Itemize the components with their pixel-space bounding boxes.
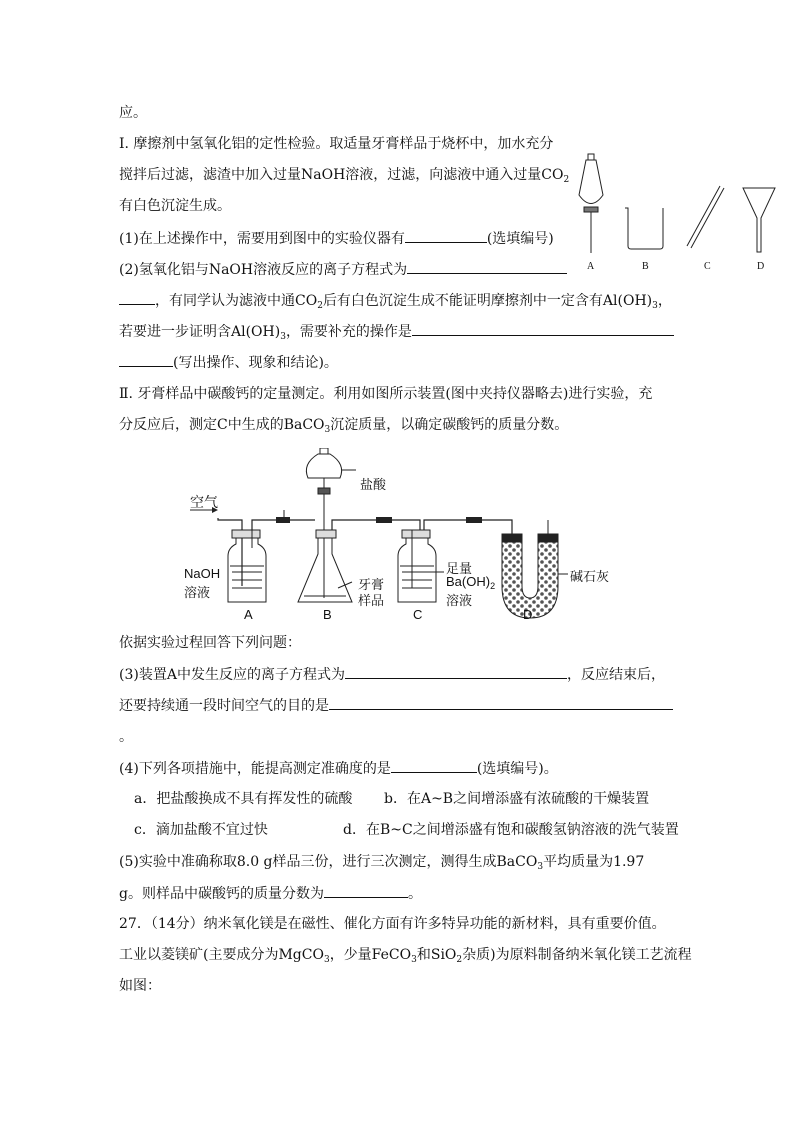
bottle-a-icon <box>228 530 266 602</box>
instrument-label-c: C <box>704 261 711 272</box>
text-line-14: 还要持续通一段时间空气的目的是 <box>119 695 673 716</box>
text-line-12: 依据实验过程回答下列问题： <box>119 635 301 651</box>
air-label: 空气 <box>190 494 218 510</box>
question-27-heading: 27．（14分）纳米氧化镁是在磁性、催化方面有许多特异功能的新材料，具有重要价值。 <box>119 916 666 932</box>
apparatus-label-d: D <box>523 607 533 622</box>
answer-blank-6[interactable] <box>391 758 477 773</box>
apparatus-label-b: B <box>323 607 332 622</box>
instrument-drawings <box>570 150 780 280</box>
naoh-solution-label: 溶液 <box>184 585 211 600</box>
baoh-solution-label: 溶液 <box>446 593 473 608</box>
naoh-label: NaOH <box>184 566 221 581</box>
acid-label: 盐酸 <box>360 477 387 492</box>
apparatus-label-a: A <box>244 607 253 622</box>
apparatus-label-c: C <box>413 607 423 622</box>
instrument-label-d: D <box>757 261 765 272</box>
answer-blank-1[interactable] <box>405 228 487 243</box>
text-line-9: (写出操作、现象和结论)。 <box>119 352 338 373</box>
clamp-icon <box>276 517 290 523</box>
beaker-icon <box>625 208 663 249</box>
u-tube-d-icon <box>502 520 558 618</box>
experiment-apparatus <box>180 448 620 624</box>
sample-label-1: 牙膏 <box>358 577 385 592</box>
text-line-22: 工业以菱镁矿(主要成分为MgCO$_3$，少量FeCO$_3$和SiO$_2$杂质)为原料制备纳米氧化镁工艺流程 <box>119 947 692 965</box>
answer-blank-2b[interactable] <box>119 290 155 305</box>
dropping-funnel-icon <box>306 448 341 530</box>
soda-lime-label: 碱石灰 <box>570 569 610 584</box>
question-1: (1)在上述操作中，需要用到图中的实验仪器有 (选填编号) <box>119 228 554 249</box>
text-line-11: 分反应后，测定C中生成的BaCO$_3$沉淀质量，以确定碳酸钙的质量分数。 <box>119 417 569 435</box>
text-line-1: 应。 <box>119 105 147 121</box>
option-c: c．滴加盐酸不宜过快 <box>134 822 268 838</box>
separatory-funnel-icon <box>579 154 603 253</box>
text-line-23: 如图： <box>119 978 161 994</box>
section-2-heading: Ⅱ. 牙膏样品中碳酸钙的定量测定。利用如图所示装置(图中夹持仪器略去)进行实验，充 <box>119 386 653 402</box>
text-line-15: 。 <box>119 729 133 745</box>
instrument-label-a: A <box>587 261 595 272</box>
question-3: (3)装置A中发生反应的离子方程式为 ，反应结束后， <box>119 664 665 685</box>
text-line-7: ，有同学认为滤液中通$CO_2$后有白色沉淀生成不能证明摩擦剂中一定含有$Al(OH)_3$， <box>119 290 672 316</box>
glass-rod-icon <box>687 186 724 248</box>
answer-blank-3[interactable] <box>412 321 674 336</box>
question-2: (2)氢氧化铝与NaOH溶液反应的离子方程式为 <box>119 259 567 280</box>
question-4: (4)下列各项措施中，能提高测定准确度的是 (选填编号)。 <box>119 758 558 779</box>
text-line-4: 有白色沉淀生成。 <box>119 198 231 214</box>
answer-blank-4[interactable] <box>345 664 567 679</box>
apparatus-drawing <box>180 448 620 624</box>
conical-flask-b-icon <box>298 530 352 602</box>
option-d: d．在B~C之间增添盛有饱和碳酸氢钠溶液的洗气装置 <box>343 822 679 838</box>
option-b: b．在A~B之间增添盛有浓硫酸的干燥装置 <box>384 791 650 807</box>
funnel-icon <box>743 188 775 252</box>
sample-label-2: 样品 <box>358 593 385 608</box>
text-line-8: 若要进一步证明含$Al(OH)_3$，需要补充的操作是 <box>119 321 674 347</box>
section-1-heading: Ⅰ. 摩擦剂中氢氧化铝的定性检验。取适量牙膏样品于烧杯中，加水充分 <box>119 136 554 152</box>
answer-blank-7[interactable] <box>324 883 408 898</box>
answer-blank-5[interactable] <box>329 695 673 710</box>
option-a: a．把盐酸换成不具有挥发性的硫酸 <box>134 791 353 807</box>
answer-blank-2[interactable] <box>407 259 567 274</box>
text-line-20: g。则样品中碳酸钙的质量分数为 。 <box>119 883 422 904</box>
instrument-label-b: B <box>642 261 649 272</box>
text-line-3: 搅拌后过滤，滤渣中加入过量NaOH溶液，过滤，向滤液中通入过量$CO_2$ <box>119 167 570 185</box>
excess-label: 足量 <box>446 561 473 576</box>
instrument-figure <box>570 150 780 280</box>
question-5: (5)实验中准确称取8.0 g样品三份，进行三次测定，测得生成BaCO$_3$平均质量为1.97 <box>119 854 645 872</box>
bottle-c-icon <box>398 530 436 602</box>
baoh-label: $Ba(OH)_2$ <box>446 574 496 591</box>
answer-blank-3b[interactable] <box>119 352 173 367</box>
